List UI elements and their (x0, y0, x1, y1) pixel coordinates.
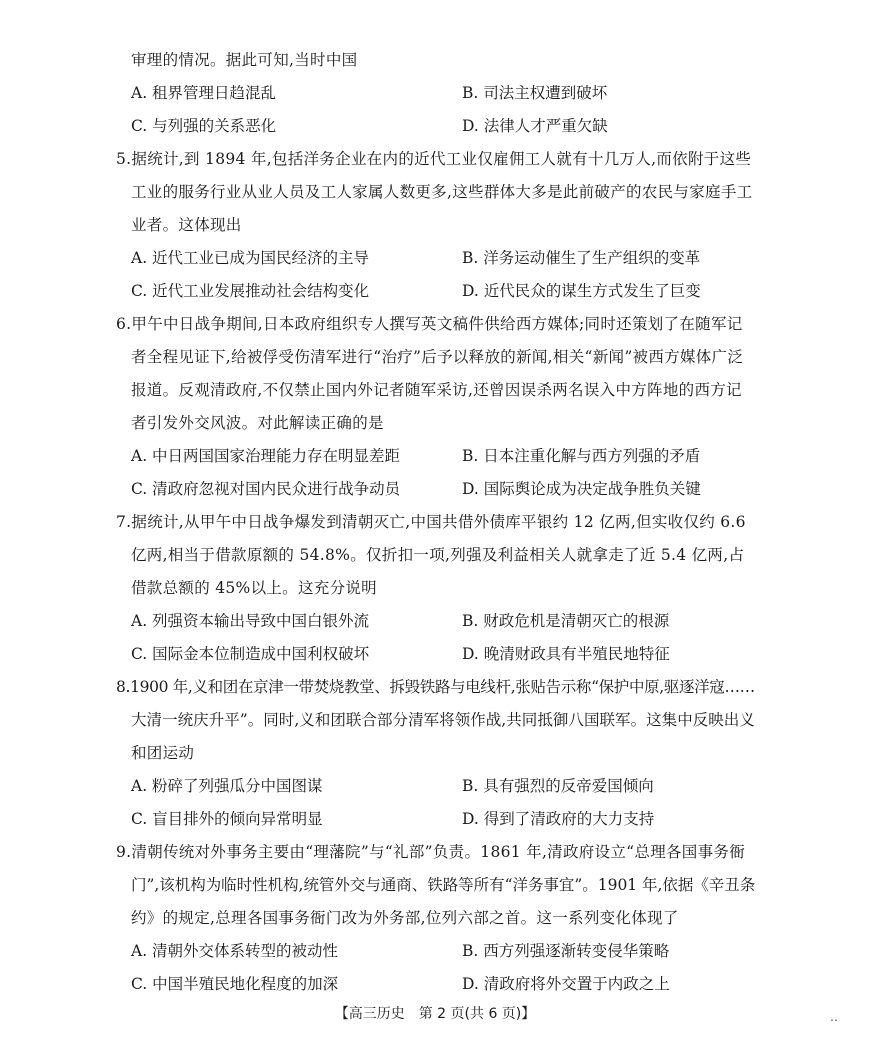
q6-stem-line-1: 6.甲午中日战争期间,日本政府组织专人撰写英文稿件供给西方媒体;同时还策划了在随军记 (116, 315, 743, 333)
q8-option-b: B. 具有强烈的反帝爱国倾向 (462, 777, 654, 795)
q5-option-c: C. 近代工业发展推动社会结构变化 (131, 282, 370, 300)
q9-stem-line-3: 约》的规定,总理各国事务衙门改为外务部,位列六部之首。这一系列变化体现了 (131, 909, 679, 927)
q6-stem-line-4: 者引发外交风波。对此解读正确的是 (131, 414, 384, 432)
q6-stem-line-2: 者全程见证下,给被俘受伤清军进行“治疗”后予以释放的新闻,相关“新闻”被西方媒体广泛 (131, 348, 744, 366)
q7-stem-line-1: 7.据统计,从甲午中日战争爆发到清朝灭亡,中国共借外债库平银约 12 亿两,但实收仅约 6.6 (116, 513, 746, 531)
q9-option-b: B. 西方列强逐渐转变侵华策略 (462, 942, 670, 960)
q5-stem-line-1: 5.据统计,到 1894 年,包括洋务企业在内的近代工业仅雇佣工人就有十几万人,而依附于这些 (116, 150, 752, 168)
corner-mark: ‥ (830, 1010, 839, 1024)
q5-option-a: A. 近代工业已成为国民经济的主导 (131, 249, 370, 267)
q5-option-b: B. 洋务运动催生了生产组织的变革 (462, 249, 701, 267)
q5-option-d: D. 近代民众的谋生方式发生了巨变 (462, 282, 701, 300)
q7-option-d: D. 晚清财政具有半殖民地特征 (462, 645, 670, 663)
q7-option-c: C. 国际金本位制造成中国利权破坏 (131, 645, 370, 663)
q5-stem-line-3: 业者。这体现出 (131, 216, 242, 234)
q9-option-c: C. 中国半殖民地化程度的加深 (131, 975, 339, 993)
q9-option-a: A. 清朝外交体系转型的被动性 (131, 942, 339, 960)
q8-stem-line-2: 大清一统庆升平”。同时,义和团联合部分清军将领作战,共同抵御八国联军。这集中反映出义 (131, 711, 755, 729)
q6-stem-line-3: 报道。反观清政府,不仅禁止国内外记者随军采访,还曾因误杀两名误入中方阵地的西方记 (131, 381, 742, 399)
q6-option-b: B. 日本注重化解与西方列强的矛盾 (462, 447, 701, 465)
q7-option-a: A. 列强资本输出导致中国白银外流 (131, 612, 370, 630)
q9-stem-line-1: 9.清朝传统对外事务主要由“理藩院”与“礼部”负责。1861 年,清政府设立“总理各国事务衙 (116, 843, 746, 861)
q4-option-d: D. 法律人才严重欠缺 (462, 117, 608, 135)
q5-stem-line-2: 工业的服务行业从业人员及工人家属人数更多,这些群体大多是此前破产的农民与家庭手工 (131, 183, 753, 201)
page-footer: 【高三历史 第 2 页(共 6 页)】 (334, 1006, 536, 1022)
q8-option-c: C. 盲目排外的倾向异常明显 (131, 810, 323, 828)
q9-option-d: D. 清政府将外交置于内政之上 (462, 975, 670, 993)
q8-stem-line-1: 8.1900 年,义和团在京津一带焚烧教堂、拆毁铁路与电线杆,张贴告示称“保护中原,驱逐洋寇…… (116, 678, 755, 696)
q8-option-d: D. 得到了清政府的大力支持 (462, 810, 655, 828)
q9-stem-line-2: 门”,该机构为临时性机构,统管外交与通商、铁路等所有“洋务事宜”。1901 年,依据《辛丑条 (131, 876, 756, 894)
q4-option-c: C. 与列强的关系恶化 (131, 117, 277, 135)
q4-option-a: A. 租界管理日趋混乱 (131, 84, 277, 102)
q6-option-a: A. 中日两国国家治理能力存在明显差距 (131, 447, 401, 465)
q7-stem-line-3: 借款总额的 45%以上。这充分说明 (131, 579, 377, 597)
q6-option-c: C. 清政府忽视对国内民众进行战争动员 (131, 480, 401, 498)
q7-option-b: B. 财政危机是清朝灭亡的根源 (462, 612, 670, 630)
q8-stem-line-3: 和团运动 (131, 744, 195, 762)
q8-option-a: A. 粉碎了列强瓜分中国图谋 (131, 777, 323, 795)
q4-option-b: B. 司法主权遭到破坏 (462, 84, 608, 102)
q4-stem-continuation: 审理的情况。据此可知,当时中国 (131, 51, 358, 69)
q6-option-d: D. 国际舆论成为决定战争胜负关键 (462, 480, 701, 498)
q7-stem-line-2: 亿两,相当于借款原额的 54.8%。仅折扣一项,列强及利益相关人就拿走了近 5.4 亿两,占 (131, 546, 745, 564)
